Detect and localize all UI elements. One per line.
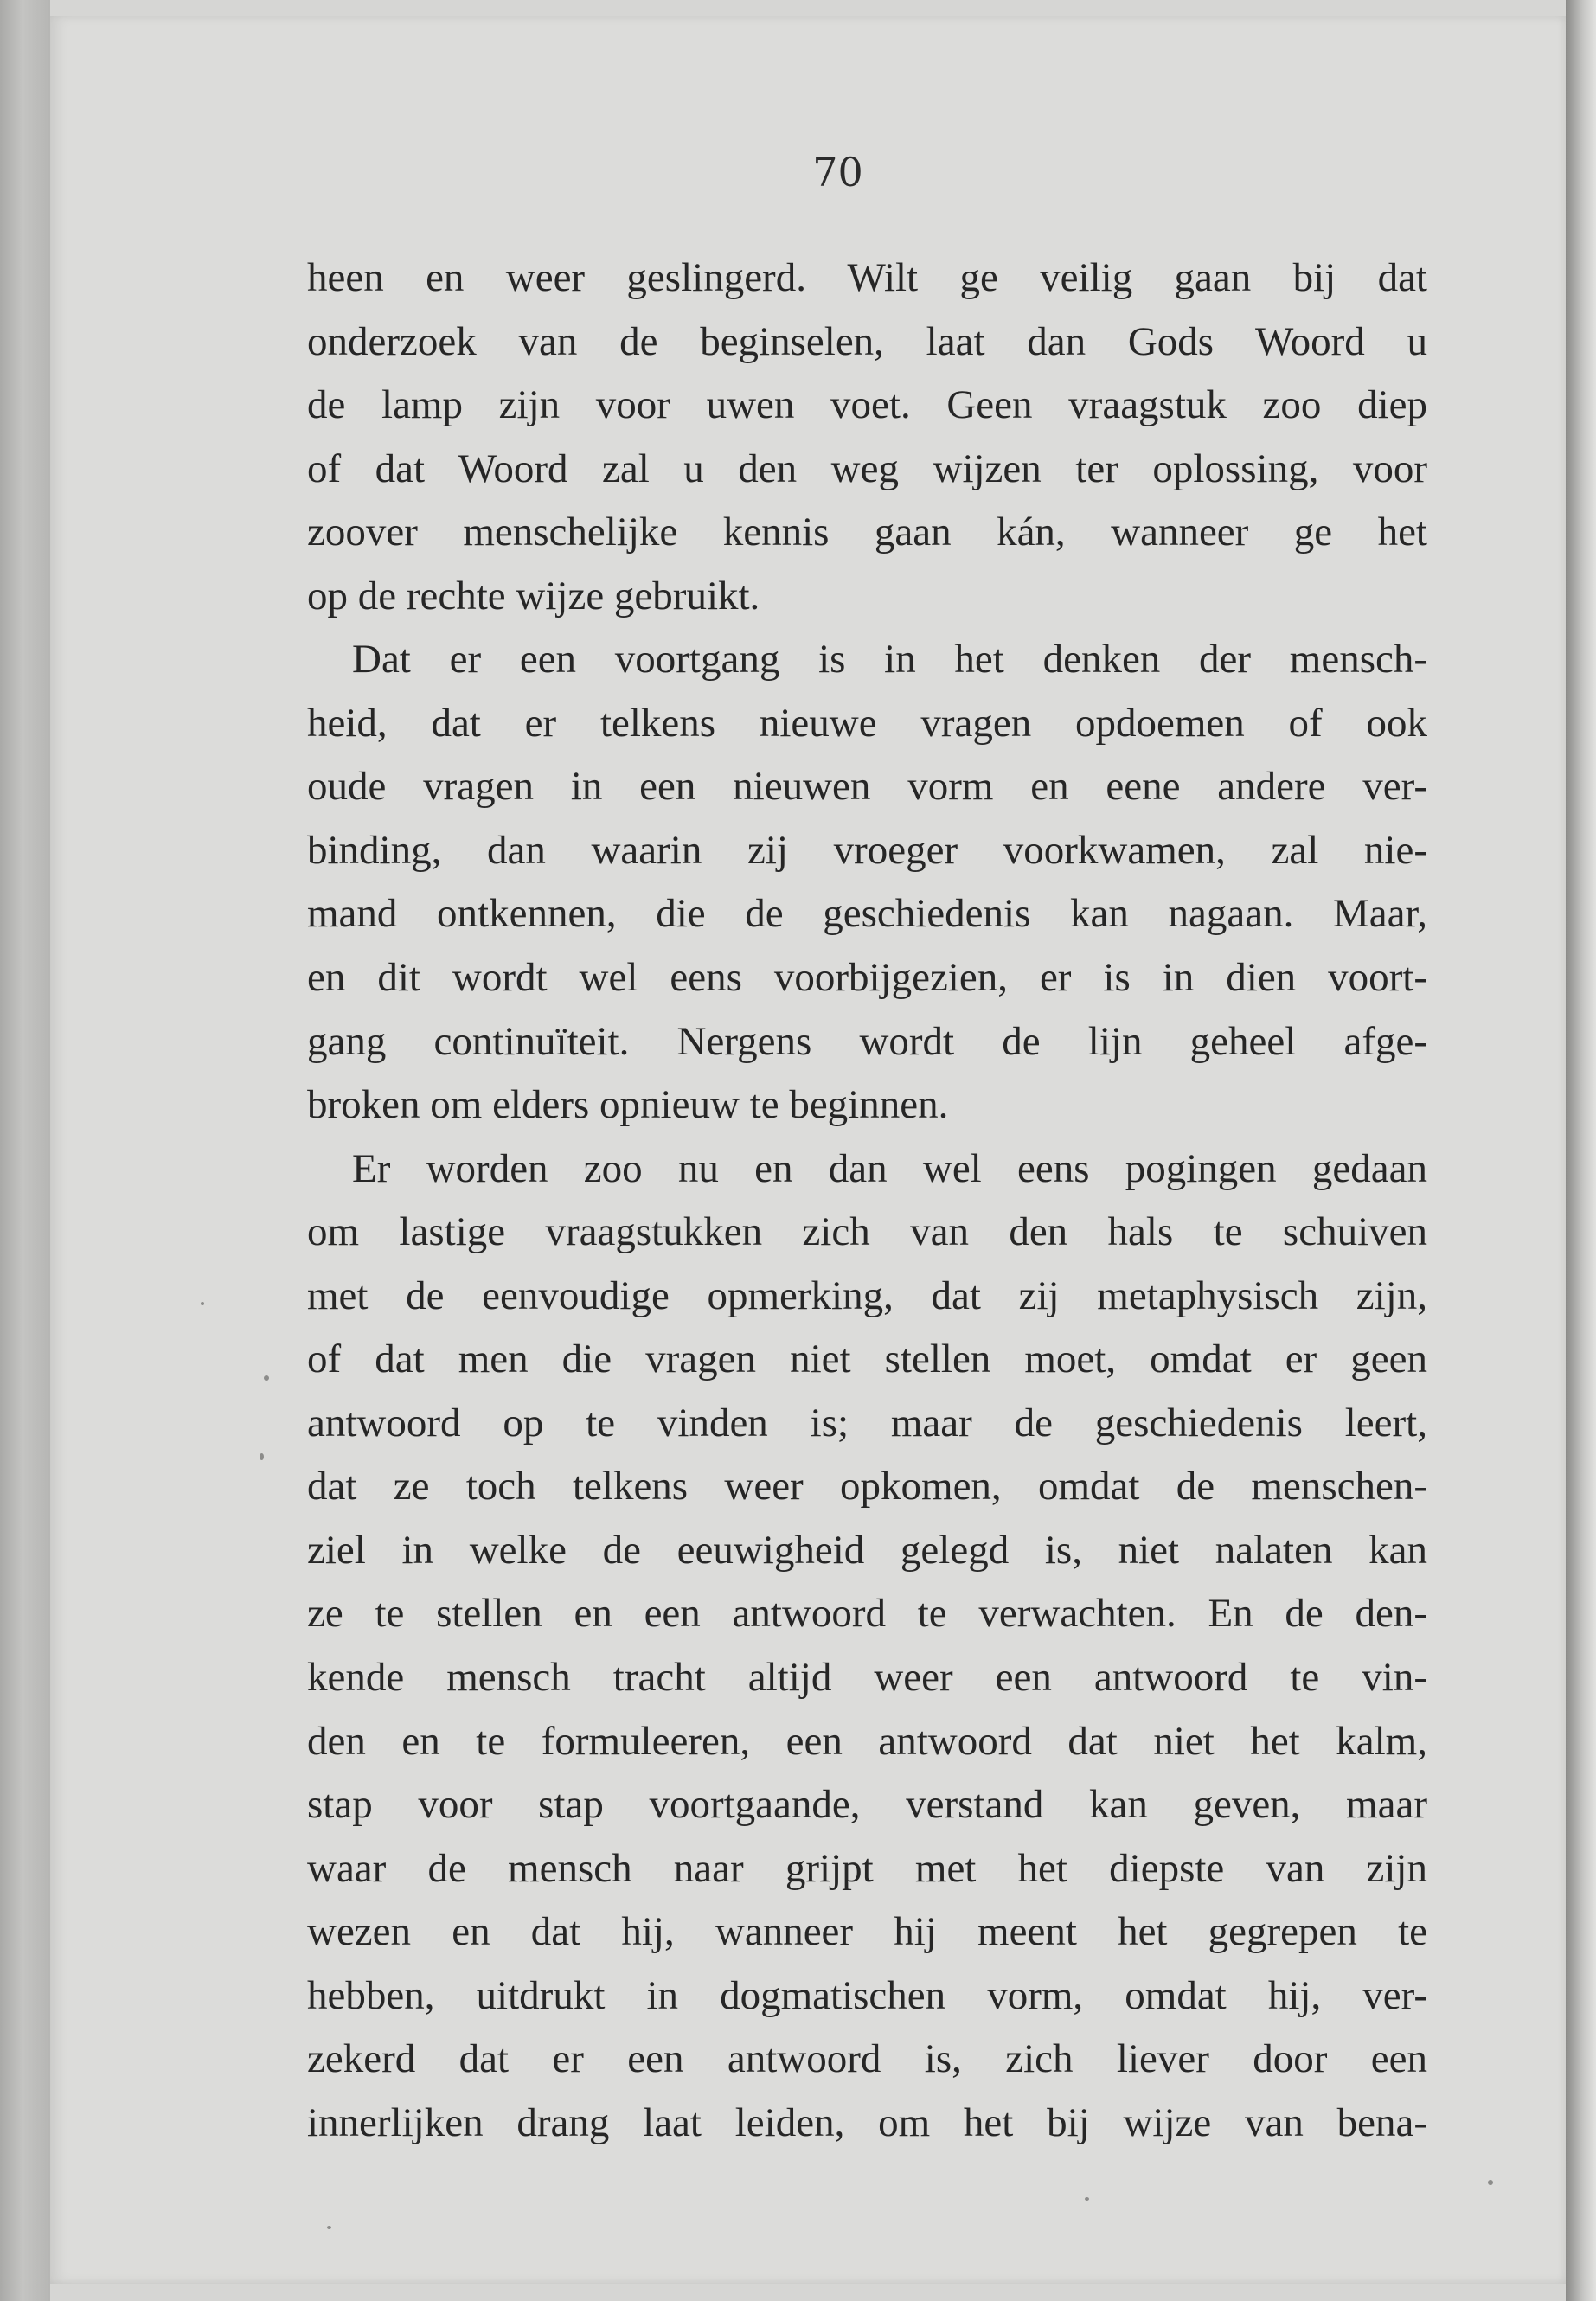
text-line: den en te formuleeren, een antwoord dat niet het kalm, — [307, 1718, 1427, 1764]
text-line: mand ontkennen, die de geschiedenis kan nagaan. Maar, — [307, 891, 1427, 937]
speck — [260, 1453, 264, 1460]
body-text — [307, 247, 1427, 2155]
scan-left-margin — [0, 0, 50, 2301]
text-line: de lamp zijn voor uwen voet. Geen vraagstuk zoo diep — [307, 382, 1427, 428]
text-line: zoover menschelijke kennis gaan kán, wanneer ge het — [307, 510, 1427, 555]
speck — [1085, 2197, 1089, 2201]
text-line: innerlijken drang laat leiden, om het bij wijze van bena- — [307, 2099, 1427, 2145]
text-line: met de eenvoudige opmerking, dat zij metaphysisch zijn, — [307, 1272, 1427, 1318]
text-line: ziel in welke de eeuwigheid gelegd is, niet nalaten kan — [307, 1527, 1427, 1573]
text-line: heid, dat er telkens nieuwe vragen opdoemen of ook — [307, 700, 1427, 746]
text-line: en dit wordt wel eens voorbijgezien, er is in dien voort- — [307, 955, 1427, 1001]
speck — [1488, 2180, 1493, 2185]
text-line: gang continuïteit. Nergens wordt de lijn geheel afge- — [307, 1018, 1427, 1064]
text-line: dat ze toch telkens weer opkomen, omdat de menschen- — [307, 1464, 1427, 1509]
page-number: 70 — [812, 149, 863, 195]
text-line: binding, dan waarin zij vroeger voorkwamen, zal nie- — [307, 827, 1427, 873]
text-line: waar de mensch naar grijpt met het diepste van zijn — [307, 1845, 1427, 1891]
text-line: wezen en dat hij, wanneer hij meent het gegrepen te — [307, 1909, 1427, 1955]
text-line: hebben, uitdrukt in dogmatischen vorm, omdat hij, ver- — [307, 1972, 1427, 2018]
text-line: om lastige vraagstukken zich van den hals te schuiven — [307, 1209, 1427, 1255]
text-line: ze te stellen en een antwoord te verwachten. En de den- — [307, 1591, 1427, 1637]
text-line: op de rechte wijze gebruikt. — [307, 573, 760, 619]
text-line: stap voor stap voortgaande, verstand kan geven, maar — [307, 1782, 1427, 1828]
text-line: onderzoek van de beginselen, laat dan Gods Woord u — [307, 318, 1427, 364]
speck — [201, 1302, 204, 1305]
text-line: of dat Woord zal u den weg wijzen ter oplossing, voor — [307, 445, 1427, 491]
text-line: kende mensch tracht altijd weer een antwoord te vin- — [307, 1655, 1427, 1701]
text-line: of dat men die vragen niet stellen moet, omdat er geen — [307, 1336, 1427, 1382]
speck — [327, 2226, 331, 2229]
paragraph-first-line: Er worden zoo nu en dan wel eens pogingen gedaan — [352, 1145, 1427, 1191]
scan-right-margin — [1566, 0, 1596, 2301]
text-line: oude vragen in een nieuwen vorm en eene andere ver- — [307, 764, 1427, 810]
text-line: heen en weer geslingerd. Wilt ge veilig gaan bij dat — [307, 255, 1427, 300]
text-line: antwoord op te vinden is; maar de geschiedenis leert, — [307, 1400, 1427, 1445]
text-line: broken om elders opnieuw te beginnen. — [307, 1082, 949, 1128]
text-line: zekerd dat er een antwoord is, zich liever door een — [307, 2036, 1427, 2082]
speck — [264, 1375, 269, 1381]
paragraph-first-line: Dat er een voortgang is in het denken der mensch- — [352, 637, 1427, 683]
